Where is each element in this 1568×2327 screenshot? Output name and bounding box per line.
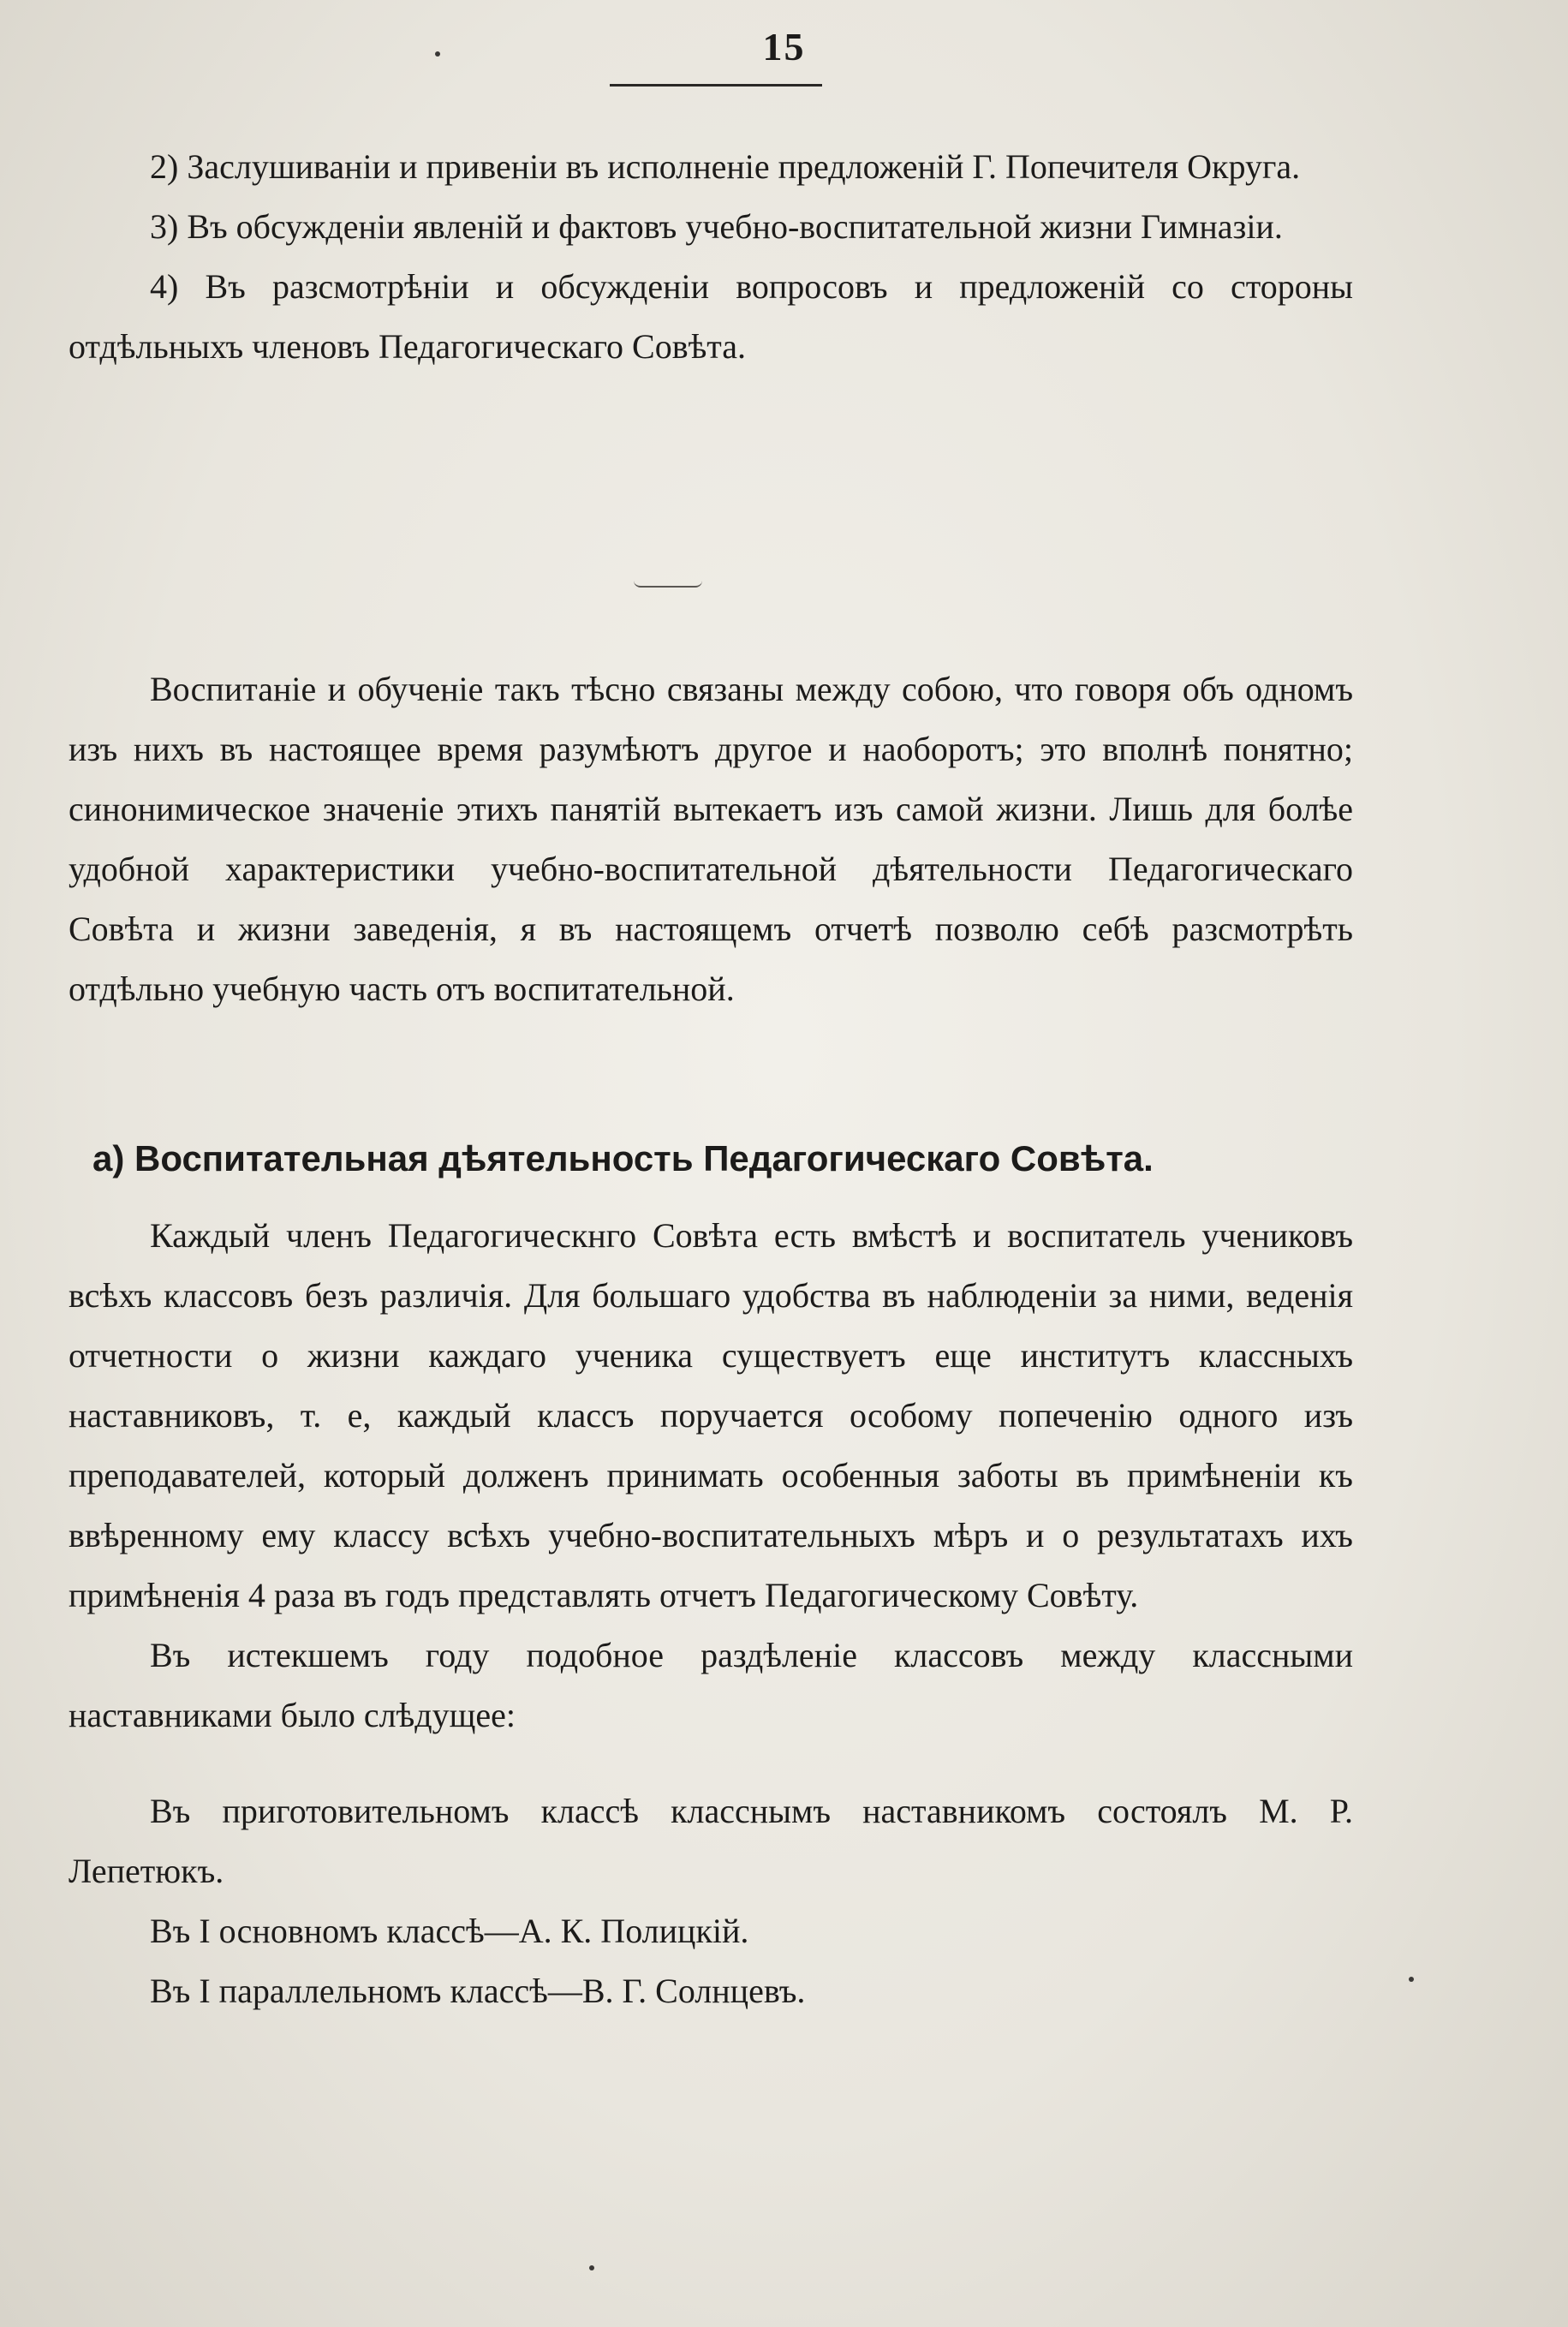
class-assignment-list [69, 1781, 1353, 2021]
class-assignment: Въ I параллельномъ классѣ—В. Г. Солнцевъ. [150, 1972, 806, 2010]
print-speck [589, 2265, 594, 2270]
header-rule [610, 84, 822, 87]
section-heading: а) Воспитательная дѣятельность Педагогическаго Совѣта. [92, 1138, 1154, 1178]
list-item: 4) Въ разсмотрѣнiи и обсужденiи вопросовъ и предложенiй со стороны отдѣльныхъ членовъ Педагогическаго Совѣта. [69, 267, 1353, 366]
print-speck [435, 51, 440, 57]
intro-section [69, 659, 1353, 1019]
list-item: 3) Въ обсужденiи явленiй и фактовъ учебно-воспитательной жизни Гимназiи. [150, 207, 1283, 246]
page-number: 15 [762, 25, 806, 69]
class-assignment: Въ приготовительномъ классѣ класснымъ наставникомъ состоялъ М. Р. Лепетюкъ. [69, 1792, 1353, 1890]
section-body [69, 1206, 1353, 1745]
section-paragraph: Въ истекшемъ году подобное раздѣленiе классовъ между классными наставниками было слѣдущее: [69, 1636, 1353, 1734]
section-paragraph: Каждый членъ Педагогическнго Совѣта есть вмѣстѣ и воспитатель учениковъ всѣхъ классовъ безъ различiя. Для большаго удобства въ наблюденiи за ними, веденiя отчетности о жизни каждаго ученика существуетъ еще институтъ классныхъ наставниковъ, т. е, каждый классъ поручается особому попеченiю одного изъ преподавателей, который долженъ принимать особенныя заботы въ примѣненiи къ ввѣренному ему классу всѣхъ учебно-воспитательныхъ мѣръ и о результатахъ ихъ примѣненiя 4 раза въ годъ представлять отчетъ Педагогическому Совѣту. [69, 1216, 1353, 1614]
intro-paragraph: Воспитанiе и обученiе такъ тѣсно связаны между собою, что говоря объ одномъ изъ нихъ въ настоящее время разумѣютъ другое и наоборотъ; это вполнѣ понятно; синонимическое значенiе этихъ панятiй вытекаетъ изъ самой жизни. Лишь для болѣе удобной характеристики учебно-воспитательной дѣятельности Педагогическаго Совѣта и жизни заведенiя, я въ настоящемъ отчетѣ позволю себѣ разсмотрѣть отдѣльно учебную часть отъ воспитательной. [69, 670, 1353, 1008]
divider-ornament [634, 581, 702, 588]
list-item: 2) Заслушиванiи и привенiи въ исполненiе предложенiй Г. Попечителя Округа. [150, 147, 1301, 186]
numbered-list [69, 137, 1353, 377]
class-assignment: Въ I основномъ классѣ—А. К. Полицкiй. [150, 1912, 749, 1950]
print-speck [1409, 1977, 1414, 1982]
